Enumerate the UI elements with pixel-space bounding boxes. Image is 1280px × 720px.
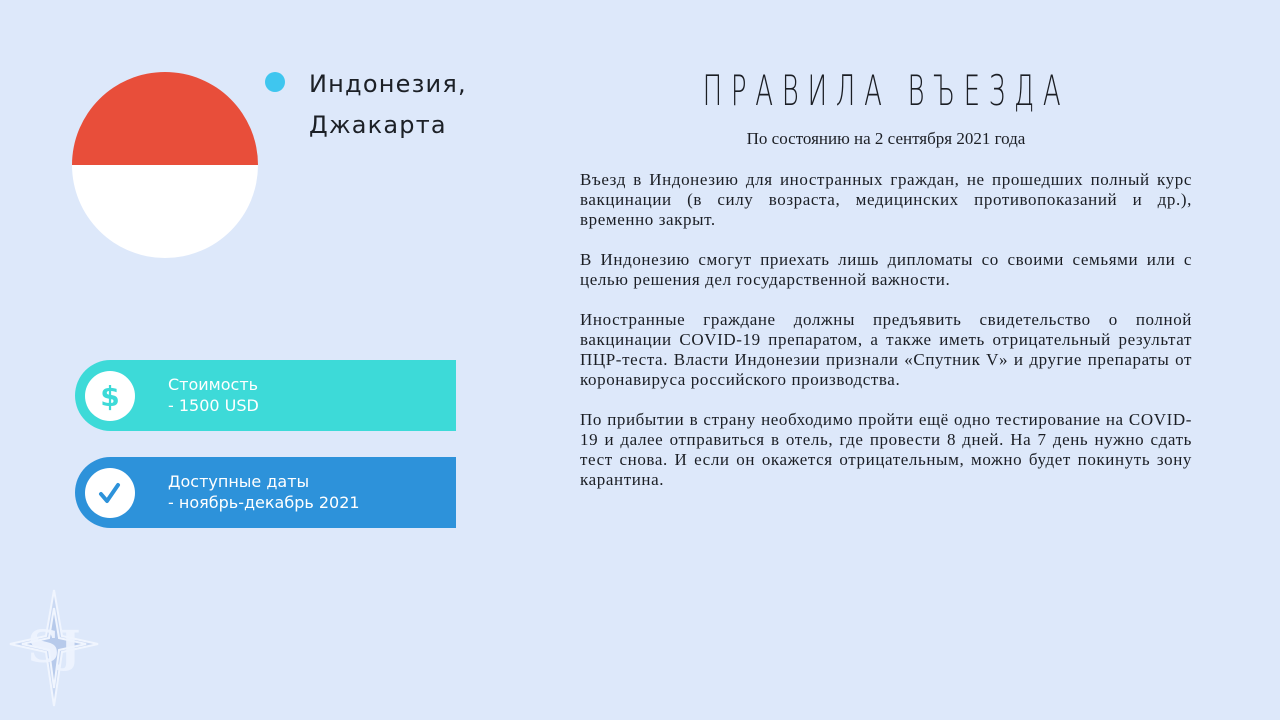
- page-title: ПРАВИЛА ВЪЕЗДА: [702, 66, 1070, 115]
- location-city: Джакарта: [309, 111, 447, 139]
- indonesia-flag-icon: [72, 72, 258, 258]
- location-bullet-icon: [265, 72, 285, 92]
- rules-paragraph: Иностранные граждане должны предъявить свидетельство о полной вакцинации COVID-19 препаратом, а также иметь отрицательный результат ПЦР-теста. Власти Индонезии признали «Спутник V» и другие препараты от коронавируса российского производства.: [580, 310, 1192, 389]
- cost-label: Стоимость: [168, 375, 259, 394]
- cost-text: [168, 374, 259, 416]
- cost-card: [75, 360, 456, 431]
- checkmark-icon: [85, 468, 135, 518]
- compass-star-logo: [8, 588, 100, 708]
- flag-white-half: [72, 165, 258, 258]
- cost-value: - 1500 USD: [168, 396, 259, 415]
- rules-paragraph: В Индонезию смогут приехать лишь дипломаты со своими семьями или с целью решения дел государственной важности.: [580, 250, 1192, 289]
- dates-label: Доступные даты: [168, 472, 310, 491]
- svg-text:$: $: [100, 380, 120, 413]
- rules-paragraph: По прибытии в страну необходимо пройти ещё одно тестирование на COVID-19 и далее отправиться в отель, где провести 8 дней. На 7 день нужно сдать тест снова. И если он окажется отрицательным, можно будет покинуть зону карантина.: [580, 410, 1192, 489]
- dates-value: - ноябрь-декабрь 2021: [168, 493, 360, 512]
- dates-card: [75, 457, 456, 528]
- location-label: [309, 64, 549, 146]
- svg-text:SJ: SJ: [27, 622, 81, 673]
- location-country: Индонезия,: [309, 70, 467, 98]
- rules-paragraph: Въезд в Индонезию для иностранных граждан, не прошедших полный курс вакцинации (в силу возраста, медицинских противопоказаний и др.), временно закрыт.: [580, 170, 1192, 229]
- page-subtitle: По состоянию на 2 сентября 2021 года: [746, 129, 1026, 148]
- flag-red-half: [72, 72, 258, 165]
- dollar-icon: [85, 371, 135, 421]
- dates-text: [168, 471, 360, 513]
- rules-text: [580, 170, 1192, 510]
